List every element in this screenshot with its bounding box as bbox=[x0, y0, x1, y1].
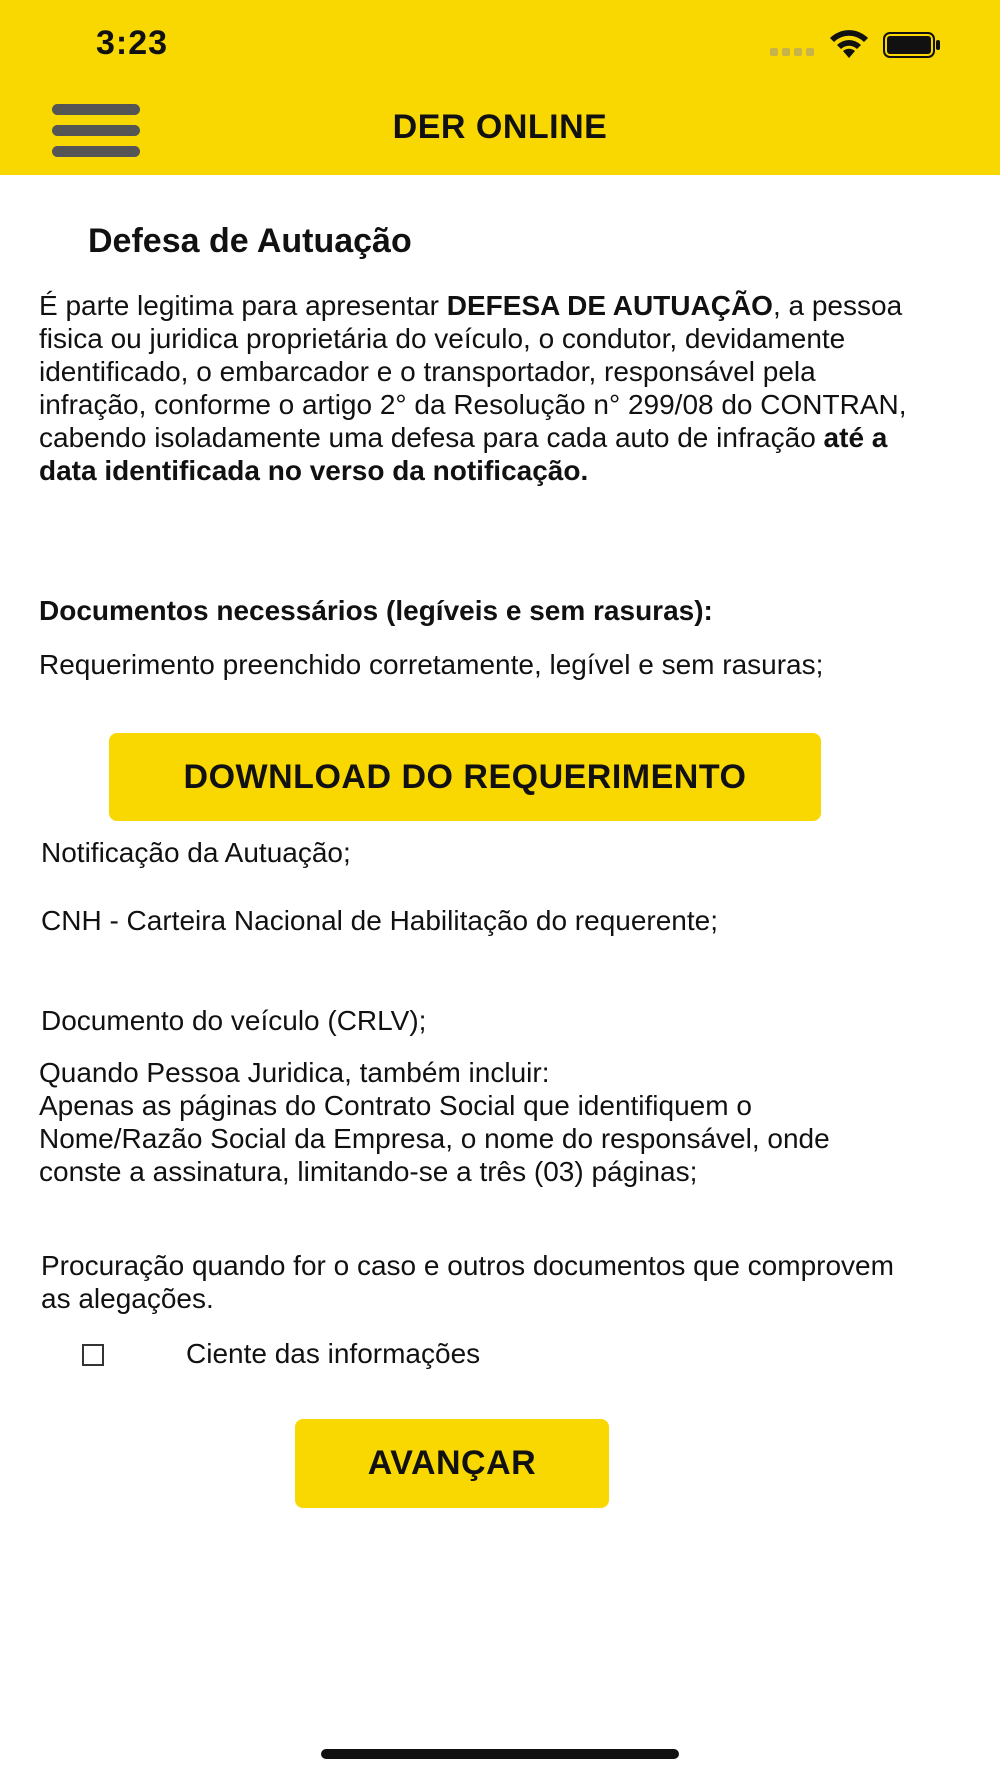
documents-heading: Documentos necessários (legíveis e sem rasuras): bbox=[39, 595, 713, 626]
legal-entity-line2: Apenas as páginas do Contrato Social que identifiquem o Nome/Razão Social da Empresa, o nome do responsável, onde conste a assinatura, limitando-se a três (03) páginas; bbox=[39, 1090, 830, 1187]
requirement-text: Requerimento preenchido corretamente, legível e sem rasuras; bbox=[39, 649, 824, 680]
app-header bbox=[0, 0, 1000, 175]
cnh-text: CNH - Carteira Nacional de Habilitação do requerente; bbox=[41, 905, 719, 936]
legal-entity-text bbox=[39, 1056, 909, 1188]
download-requirement-button[interactable]: DOWNLOAD DO REQUERIMENTO bbox=[109, 733, 821, 821]
power-of-attorney-text: Procuração quando for o caso e outros documentos que comprovem as alegações. bbox=[41, 1250, 894, 1314]
notification-text: Notificação da Autuação; bbox=[41, 837, 351, 868]
status-time: 3:23 bbox=[96, 24, 169, 62]
cellular-signal-icon bbox=[770, 48, 814, 56]
intro-paragraph: É parte legitima para apresentar DEFESA DE AUTUAÇÃO, a pessoa fisica ou juridica proprietária do veículo, o condutor, devidamente identificado, o embarcador e o transportador, responsável pela infração, conforme o artigo 2° da Resolução n° 299/08 do CONTRAN, cabendo isoladamente uma defesa para cada auto de infração até a data identificada no verso da notificação. bbox=[39, 290, 907, 486]
acknowledge-checkbox[interactable] bbox=[82, 1344, 104, 1366]
crlv-text: Documento do veículo (CRLV); bbox=[41, 1005, 427, 1036]
wifi-icon bbox=[828, 28, 870, 60]
legal-entity-line1: Quando Pessoa Juridica, também incluir: bbox=[39, 1057, 550, 1088]
home-indicator bbox=[321, 1749, 679, 1759]
page-title: Defesa de Autuação bbox=[88, 222, 412, 260]
acknowledge-label[interactable]: Ciente das informações bbox=[186, 1338, 481, 1369]
acknowledge-row[interactable] bbox=[80, 1336, 680, 1376]
next-button[interactable]: AVANÇAR bbox=[295, 1419, 609, 1508]
battery-icon bbox=[883, 32, 941, 58]
header-title: DER ONLINE bbox=[392, 108, 608, 146]
